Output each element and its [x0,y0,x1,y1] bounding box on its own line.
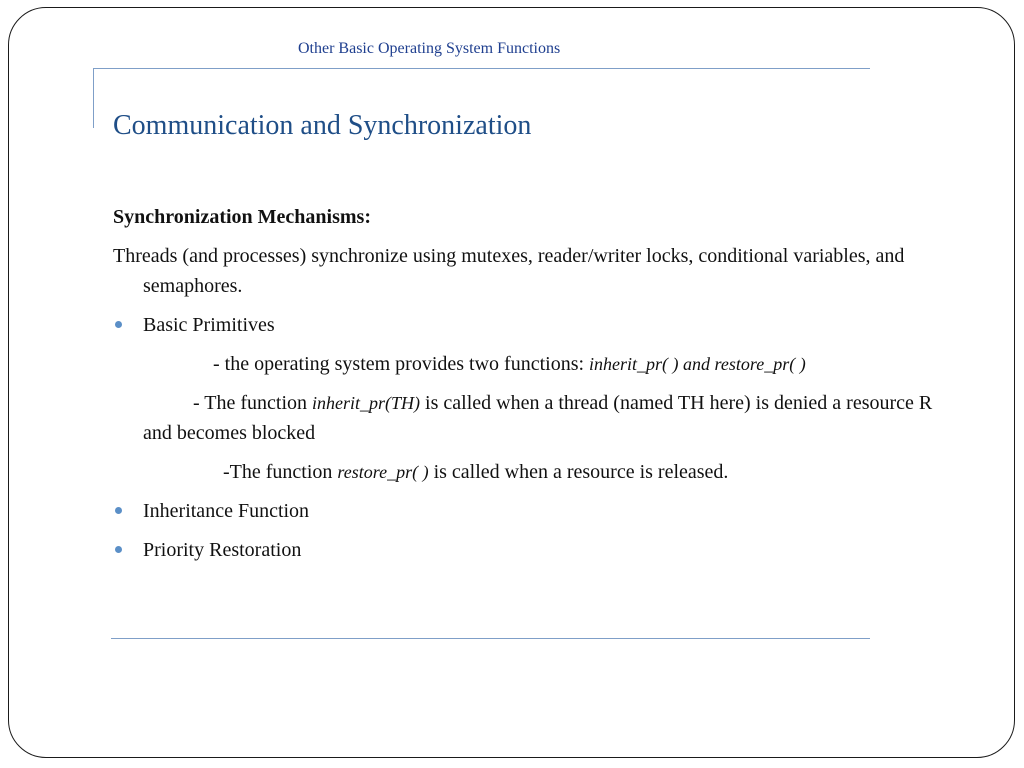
sub-line-functions [113,349,953,379]
sub-line-suffix: is called when a thread (named TH here) is denied a resource R and becomes blocked [143,392,933,444]
bullet-dot-icon [115,507,122,514]
slide-header: Other Basic Operating System Functions [298,40,561,57]
bullet-inheritance-function [113,496,953,526]
intro-paragraph: Threads (and processes) synchronize using mutexes, reader/writer locks, conditional variables, and semaphores. [113,245,905,297]
sub-line-suffix: is called when a resource is released. [428,461,729,483]
sub-line-restore [113,457,953,487]
bottom-rule [111,638,870,639]
top-rule [93,68,870,69]
function-name: inherit_pr(TH) [312,393,421,413]
sub-line-inherit [113,388,953,448]
slide-body [113,202,953,574]
bullet-priority-restoration [113,535,953,565]
bullet-label: Priority Restoration [143,539,302,561]
slide-title: Communication and Synchronization [113,110,532,141]
section-heading: Synchronization Mechanisms: [113,206,371,228]
bullet-dot-icon [115,546,122,553]
bullet-label: Basic Primitives [143,314,275,336]
left-rule [93,68,94,128]
bullet-dot-icon [115,321,122,328]
function-name: restore_pr( ) [337,462,429,482]
sub-line-prefix: - The function [193,392,313,414]
bullet-label: Inheritance Function [143,500,310,522]
bullet-basic-primitives [113,310,953,340]
function-names: inherit_pr( ) and restore_pr( ) [589,354,806,374]
sub-line-prefix: - the operating system provides two functions: [213,353,590,375]
sub-line-prefix: -The function [223,461,338,483]
